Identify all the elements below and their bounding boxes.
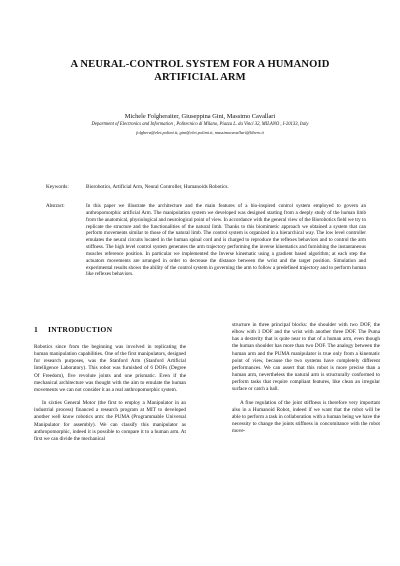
paper-authors: Michele Folgheraiter, Giuseppina Gini, Massimo Cavallari (124, 113, 276, 120)
intro-paragraph-4: A fine regulation of the joint stiffness is therefore very important also in a Humanoid Robot, indeed if we want that the robot will be able to perform a task in collaboration with a human being we have the necessity to change the joints stiffness in concomitance with the robot move- (232, 399, 380, 435)
abstract-text: In this paper we illustrate the architecture and the main features of a bio-inspired control system employed to govern an anthropomorphic artificial Arm. The manipulation system we developed was designed starting from a deeply study of the human limb from the anatomical, physiological and neurological point of view. In accordance with the general view of the Biorobotics field we try to replicate the structure and the functionalities of the natural limb. Thanks to this biomimetic approach we obtained a system that can perform movements similar to those of the natural limb. The control system is organized in a hierarchical way. The low level controller emulates the neural circuits located in the human spinal cord and is charged to reproduce the reflexes behaviors and to control the arm stiffness. The high level control system generates the arm trajectory performing the inverse kinematics and furnishing the instantaneous muscles reference position. In particular we implemented the Inverse kinematic using a gradient based algorithm; at each step the actuators movements are arranged in order to decrease the distance between the wrist and the target position. Simulation and experimental results shows the ability of the control system in governing the arm to follow a predefined trajectory and to perform human like reflexes behaviors. (86, 203, 366, 278)
abstract-label: Abstract: (46, 203, 65, 209)
section-number: 1 (34, 325, 39, 334)
intro-paragraph-2: In sixties General Motor (the first to employ a Manipulator in an industrial process) financed a research program at MIT to developed another well know robotics arm: the PUMA (Programmable Universal Manipulator for assembly). We can classify this manipulator as anthropomorphic, indeed it is possible to compare it to a human arm. At first we can divide the mechanical (34, 400, 186, 442)
paper-title: A NEURAL-CONTROL SYSTEM FOR A HUMANOID ARTIFICIAL ARM (70, 59, 330, 83)
keywords-label: Keywords: (46, 184, 69, 190)
intro-paragraph-1: Robotics since from the beginning was involved in replicating the human manipulation capabilities. One of the first manipulators, designed for research purposes, was the Stanford Arm (Stanford Artificial Intelligence Laboratory). This robot was furnished of 6 DOFs (Degree Of Freedom), five revolute joints and one prismatic. Even if the mechanical architecture was thought with the aim to emulate the human movements we can not consider it as a real anthropomorphic system. (34, 344, 186, 393)
section-heading (34, 325, 186, 334)
left-column (34, 325, 186, 443)
section-title: INTRODUCTION (48, 325, 113, 334)
paper-emails: folghera@elet.polimi.it, gini@elet.polimi.it, massimocavallari@libero.it (136, 130, 264, 135)
right-column (232, 322, 380, 435)
keywords-text: Biorobotics, Artificial Arm, Neural Controller, Humanoids Robotics. (86, 184, 229, 190)
paper-affiliation: Department of Electronics and Information , Politecnico di Milano, Piazza L. da Vinci 32, MILANO , I-20133, Italy (91, 122, 309, 127)
intro-paragraph-3: structure in three principal blocks: the shoulder with two DOF, the elbow with 1 DOF and the wrist with another three DOF. The Puma has a dexterity that is quite near to that of a human arm, even though the human shoulder has more than two DOF. The analogy between the human arm and the PUMA manipulator is true only from a kinematic point of view, because the two systems have completely different performances. We can assert that this robot is more precise than a human arm, nevertheless the natural arm is structurally conformed to perform tasks that require compliant features, like clean an irregular surface or catch a ball. (232, 322, 380, 393)
